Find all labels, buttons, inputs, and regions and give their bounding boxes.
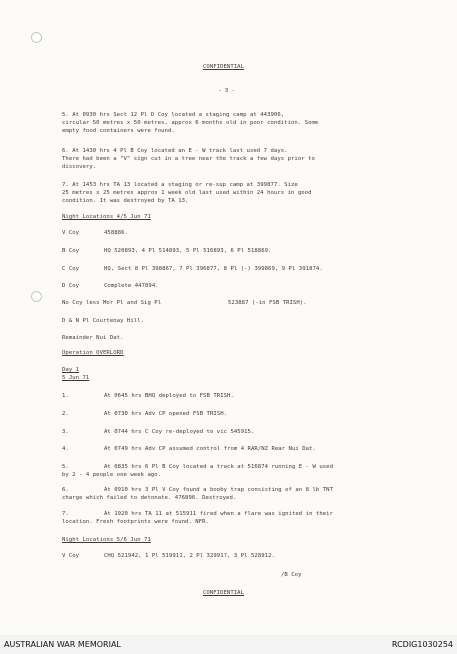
paragraph-line: empty food containers were found.	[62, 128, 175, 134]
archive-id: RCDIG1030254	[391, 640, 453, 649]
location-label: V Coy	[62, 230, 80, 236]
item-text-continued: charge which failed to detonate. 476896. Destroyed.	[62, 495, 237, 501]
punch-hole	[31, 291, 42, 302]
item-number: 4.	[62, 446, 69, 452]
paragraph-line: 6. At 1430 hrs 4 Pl B Coy located an E - W track last used 7 days.	[62, 148, 288, 154]
header-classification: CONFIDENTIAL	[203, 64, 245, 70]
archive-footer	[0, 635, 457, 654]
item-text: At 0835 hrs 6 Pl B Coy located a track at 516874 running E - W used	[104, 464, 333, 470]
continuation-marker: /B Coy	[281, 572, 302, 578]
item-number: 3.	[62, 429, 69, 435]
item-text: At 0744 hrs C Coy re-deployed to vic 545915.	[104, 429, 255, 435]
item-number: 5.	[62, 464, 69, 470]
item-text: At 1920 hrs TA 11 at 515911 fired when a flare was ignited in their	[104, 511, 333, 517]
location-label: C Coy	[62, 266, 80, 272]
location-value: 458886.	[104, 230, 128, 236]
paragraph-line: There had been a "V" sign cut in a tree near the track a few days prior to	[62, 156, 315, 162]
location-value: Complete 447894.	[104, 283, 159, 289]
item-text: At 0749 hrs Adv CP assumed control from 4 RAR/NZ Rear Nui Dat.	[104, 446, 316, 452]
location-value: HQ 520893, 4 Pl 514893, 5 Pl 516893, 6 Pl 518869.	[104, 248, 272, 254]
item-number: 6.	[62, 487, 69, 493]
location-line: Remainder Nui Dat.	[62, 335, 124, 341]
paragraph-line: 5. At 0930 hrs Sect 12 Pl D Coy located a staging camp at 443906,	[62, 112, 285, 118]
location-label: No Coy less Mor Pl and Sig Pl	[62, 300, 162, 306]
section-heading: Operation OVERLORD	[62, 350, 124, 356]
item-text: At 0730 hrs Adv CP opened FSB TRISH.	[104, 411, 228, 417]
item-number: 2.	[62, 411, 69, 417]
paragraph-line: circular 50 metres x 50 metres, approx 6 months old in poor condition. Some	[62, 120, 319, 126]
location-value: HQ, Sect 8 Pl 398867, 7 Pl 396877, 8 Pl (-) 399869, 9 Pl 391874.	[104, 266, 323, 272]
section-heading: Night Locations 5/6 Jun 71	[62, 537, 151, 543]
punch-hole	[31, 32, 42, 43]
location-value: 523887 (-in FSB TRISH).	[228, 300, 307, 306]
archive-name: AUSTRALIAN WAR MEMORIAL	[4, 640, 121, 649]
page-number: - 3 -	[218, 88, 236, 94]
section-heading: Night Locations 4/5 Jun 71	[62, 214, 151, 220]
item-text: At 0910 hrs 3 Pl V Coy found a booby trap consisting of an 8 lb TNT	[104, 487, 333, 493]
location-label: D Coy	[62, 283, 80, 289]
day-label: Day 1	[62, 367, 80, 373]
item-text-continued: location. Fresh footprints were found. NFR.	[62, 519, 209, 525]
location-label: V Coy	[62, 553, 80, 559]
item-number: 7.	[62, 511, 69, 517]
paragraph-line: 25 metres x 25 metres approx 1 week old last used within 24 hours in good	[62, 190, 312, 196]
location-line: D & N Pl Courtenay Hill.	[62, 318, 145, 324]
item-text: At 0645 hrs BHQ deployed to FSB TRISH.	[104, 393, 234, 399]
day-date: 5 Jun 71	[62, 375, 90, 381]
footer-classification: CONFIDENTIAL	[203, 590, 245, 596]
paragraph-line: discovery.	[62, 164, 97, 170]
item-number: 1.	[62, 393, 69, 399]
paragraph-line: condition. It was destroyed by TA 13.	[62, 198, 189, 204]
paragraph-line: 7. At 1453 hrs TA 13 located a staging or re-sup camp at 399877. Size	[62, 182, 298, 188]
location-value: CHQ 521942, 1 Pl 519911, 2 Pl 32991?, 3 Pl 528912.	[104, 553, 275, 559]
item-text-continued: by 2 - 4 people one week ago.	[62, 472, 162, 478]
location-label: B Coy	[62, 248, 80, 254]
